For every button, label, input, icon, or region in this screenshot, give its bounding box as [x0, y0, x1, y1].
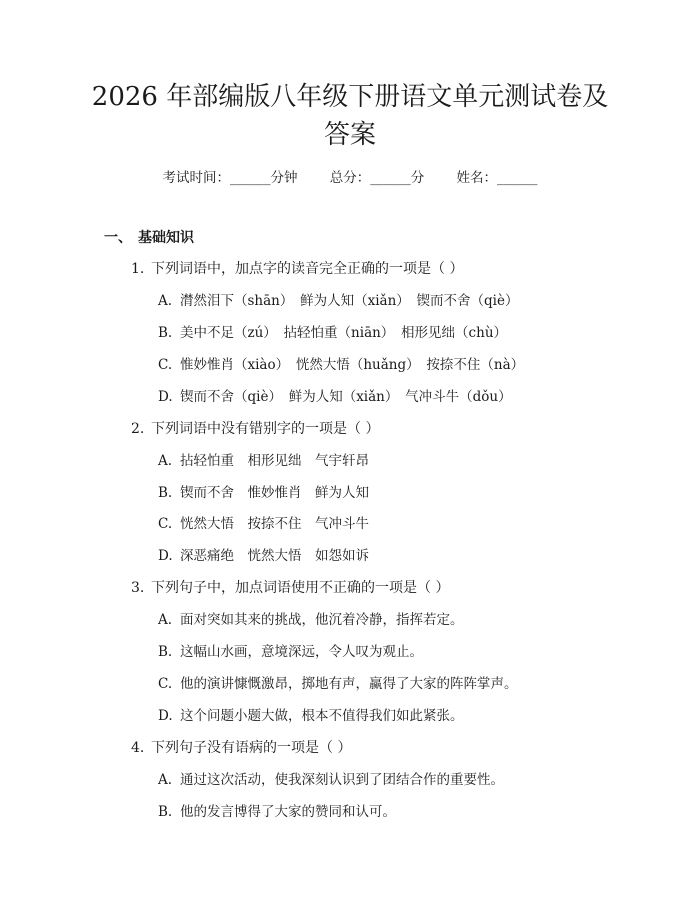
section-label: 基础知识 [138, 230, 194, 246]
option-letter: C. [158, 357, 173, 373]
option-3a [158, 610, 464, 630]
option-text: 潸然泪下（shān） 鲜为人知（xiǎn） 锲而不舍（qiè） [180, 293, 519, 309]
exam-info [0, 168, 700, 188]
option-text: 惟妙惟肖（xiào） 恍然大悟（huǎng） 按捺不住（nà） [180, 357, 525, 373]
option-3c [158, 674, 518, 694]
question-text: 下列词语中，加点字的读音完全正确的一项是（ ） [151, 261, 464, 277]
question-4 [131, 738, 351, 758]
question-2 [131, 419, 379, 439]
option-letter: C. [158, 516, 173, 532]
option-letter: D. [158, 389, 173, 405]
option-letter: D. [158, 548, 173, 564]
option-text: 深恶痛绝 恍然大悟 如怨如诉 [180, 548, 369, 564]
option-letter: A. [158, 453, 173, 469]
title-line-1: 2026 年部编版八年级下册语文单元测试卷及 [91, 82, 609, 112]
option-text: 锲而不舍（qiè） 鲜为人知（xiǎn） 气冲斗牛（dǒu） [180, 389, 512, 405]
option-1d [158, 387, 512, 407]
option-text: 美中不足（zú） 拈轻怕重（niān） 相形见绌（chù） [180, 325, 508, 341]
question-number: 2. [131, 421, 145, 437]
option-letter: C. [158, 676, 173, 692]
option-letter: A. [158, 293, 173, 309]
question-text: 下列词语中没有错别字的一项是（ ） [151, 421, 380, 437]
document-title [60, 78, 640, 154]
question-text: 下列句子没有语病的一项是（ ） [151, 740, 352, 756]
question-1 [131, 259, 463, 279]
option-letter: B. [158, 325, 173, 341]
option-text: 他的演讲慷慨激昂，掷地有声，赢得了大家的阵阵掌声。 [180, 676, 518, 692]
option-2a [158, 451, 369, 471]
section-number: 一、 [104, 230, 132, 246]
option-text: 恍然大悟 按捺不住 气冲斗牛 [180, 516, 369, 532]
option-4b [158, 802, 396, 822]
option-letter: B. [158, 804, 173, 820]
option-3b [158, 642, 423, 662]
option-letter: B. [158, 644, 173, 660]
option-text: 通过这次活动，使我深刻认识到了团结合作的重要性。 [180, 772, 504, 788]
option-letter: D. [158, 708, 173, 724]
option-3d [158, 706, 464, 726]
option-text: 他的发言博得了大家的赞同和认可。 [180, 804, 396, 820]
question-text: 下列句子中，加点词语使用不正确的一项是（ ） [151, 580, 450, 596]
option-letter: A. [158, 612, 173, 628]
option-4a [158, 770, 504, 790]
section-heading [104, 228, 194, 248]
student-name: 姓名：______ [456, 170, 538, 186]
title-line-2: 答案 [323, 120, 376, 150]
option-1a [158, 291, 519, 311]
option-letter: B. [158, 485, 173, 501]
option-2d [158, 546, 369, 566]
exam-time: 考试时间：______分钟 [162, 170, 298, 186]
option-text: 面对突如其来的挑战，他沉着冷静，指挥若定。 [180, 612, 464, 628]
total-score: 总分：______分 [329, 170, 425, 186]
question-number: 1. [131, 261, 145, 277]
question-number: 4. [131, 740, 145, 756]
option-2b [158, 483, 369, 503]
option-1c [158, 355, 524, 375]
option-1b [158, 323, 507, 343]
question-3 [131, 578, 449, 598]
option-text: 锲而不舍 惟妙惟肖 鲜为人知 [180, 485, 369, 501]
option-text: 这幅山水画，意境深远，令人叹为观止。 [180, 644, 423, 660]
question-number: 3. [131, 580, 145, 596]
option-text: 这个问题小题大做，根本不值得我们如此紧张。 [180, 708, 464, 724]
option-text: 拈轻怕重 相形见绌 气宇轩昂 [180, 453, 369, 469]
option-letter: A. [158, 772, 173, 788]
option-2c [158, 514, 369, 534]
